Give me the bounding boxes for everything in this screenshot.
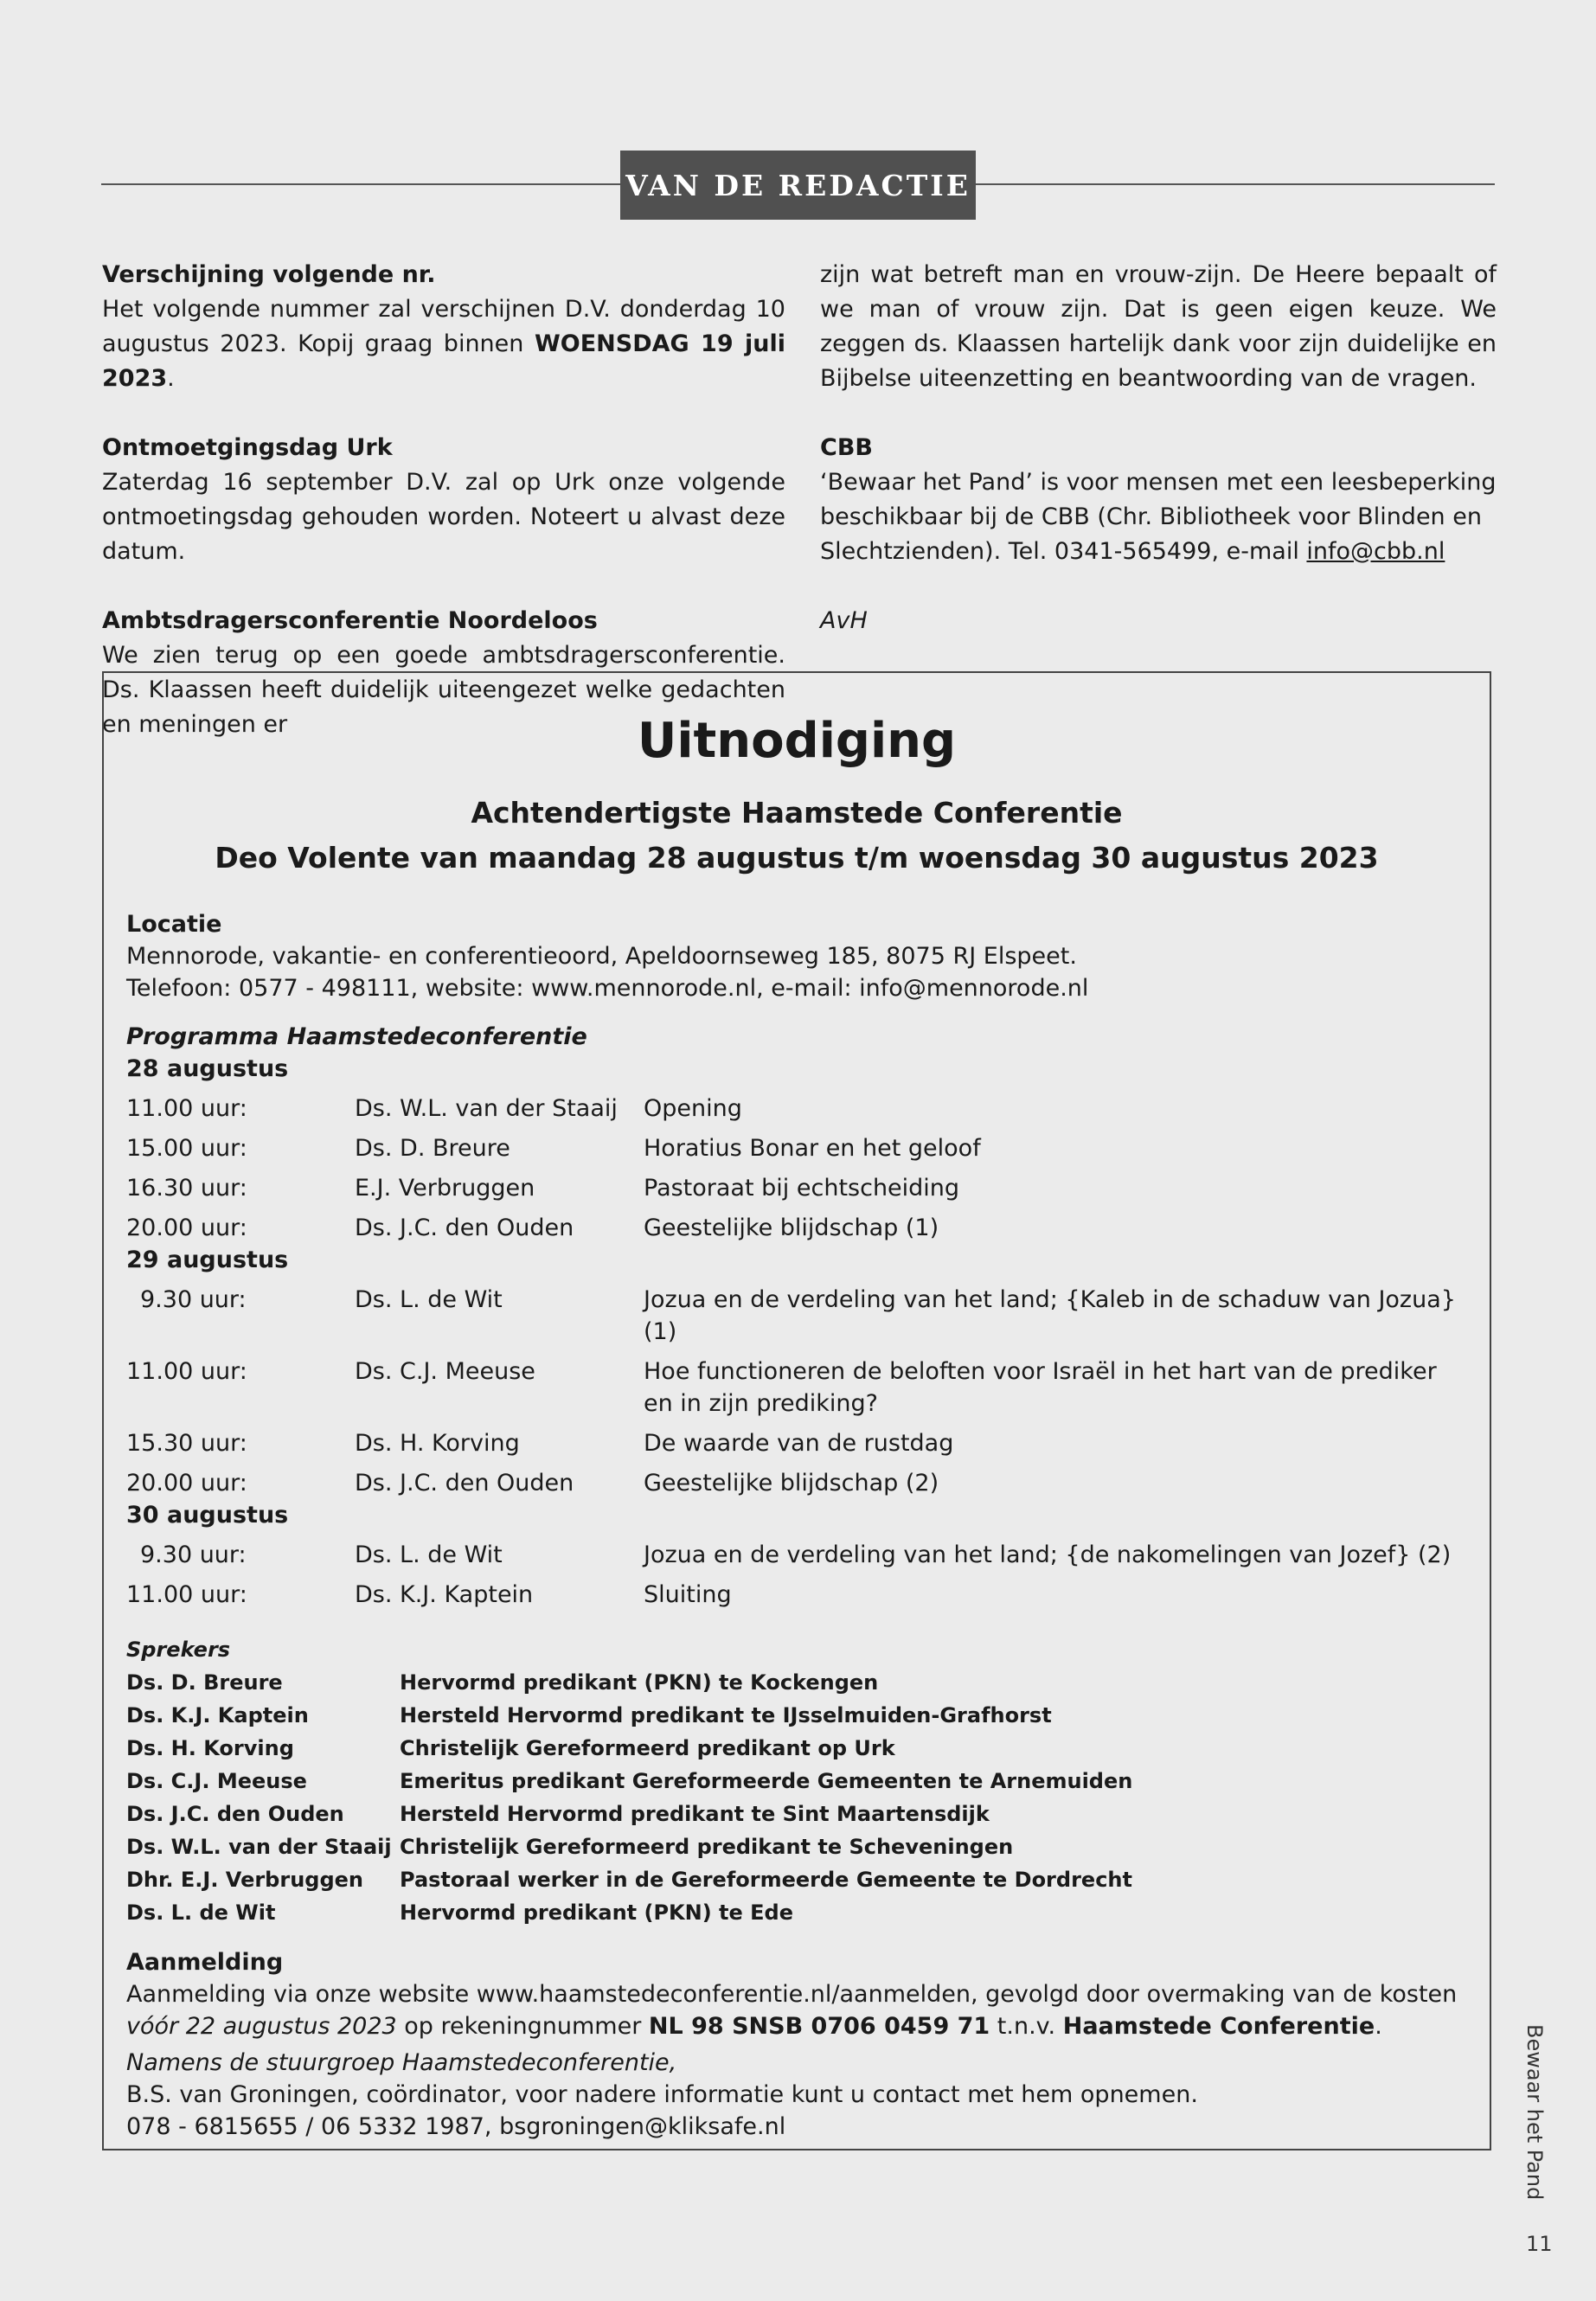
program-row: 15.00 uur: Ds. D. Breure Horatius Bonar en het geloof [126, 1135, 981, 1162]
side-label: Bewaar het Pand [1522, 2024, 1547, 2201]
signature: AvH [820, 607, 868, 634]
page-number: 11 [1526, 2232, 1553, 2256]
speakers-heading: Sprekers [126, 1638, 231, 1662]
location-address: Mennorode, vakantie- en conferentieoord, Apeldoornseweg 185, 8075 RJ Elspeet. [126, 943, 1077, 970]
speaker-row: Dhr. E.J. Verbruggen Pastoraal werker in de Gereformeerde Gemeente te Dordrecht [126, 1868, 1132, 1892]
speaker-row: Ds. C.J. Meeuse Emeritus predikant Gereformeerde Gemeenten te Arnemuiden [126, 1769, 1133, 1793]
program-row: 11.00 uur: Ds. K.J. Kaptein Sluiting [126, 1581, 732, 1608]
speaker-row: Ds. K.J. Kaptein Hersteld Hervormd predikant te IJsselmuiden-Grafhorst [126, 1703, 1052, 1727]
speaker-row: Ds. L. de Wit Hervormd predikant (PKN) te Ede [126, 1900, 794, 1925]
program-row: 16.30 uur: E.J. Verbruggen Pastoraat bij echtscheiding [126, 1175, 960, 1202]
invitation-box [102, 671, 1491, 2150]
section-heading: Ontmoetgingsdag Urk [102, 434, 393, 461]
closing-block [126, 2047, 1467, 2143]
speaker-row: Ds. W.L. van der Staaij Christelijk Gereformeerd predikant te Scheveningen [126, 1835, 1014, 1859]
speaker-row: Ds. H. Korving Christelijk Gereformeerd predikant op Urk [126, 1736, 895, 1760]
speaker-row: Ds. D. Breure Hervormd predikant (PKN) te Kockengen [126, 1670, 879, 1695]
section-heading: CBB [820, 434, 873, 461]
cbb-email-link[interactable]: info@cbb.nl [1306, 538, 1445, 565]
column-left [102, 258, 785, 742]
program-day: 30 augustus [126, 1502, 289, 1529]
section-text: We zien terug op een goede ambtsdragersconferentie. Ds. Klaassen heeft duidelijk uiteengezet welke gedachten en meningen er [102, 642, 785, 738]
program-title: Programma Haamstedeconferentie [126, 1023, 587, 1050]
invitation-subtitle: Achtendertigste Haamstede Conferentie [471, 796, 1123, 830]
program-row: 15.30 uur: Ds. H. Korving De waarde van de rustdag [126, 1430, 954, 1457]
speaker-row: Ds. J.C. den Ouden Hersteld Hervormd predikant te Sint Maartensdijk [126, 1802, 990, 1826]
closing-coordinator: B.S. van Groningen, coördinator, voor nadere informatie kunt u contact met hem opnemen. [126, 2081, 1198, 2108]
header-rule-right [976, 183, 1495, 185]
program-row: 9.30 uur: Ds. L. de Wit Jozua en de verdeling van het land; {de nakomelingen van Jozef} (2) [140, 1541, 1452, 1568]
program-row: 20.00 uur: Ds. J.C. den Ouden Geestelijke blijdschap (1) [126, 1215, 939, 1241]
program-row: 11.00 uur: Ds. W.L. van der Staaij Opening [126, 1095, 742, 1122]
registration-account: vóór 22 augustus 2023 op rekeningnummer NL 98 SNSB 0706 0459 71 t.n.v. Haamstede Conferentie. [126, 2013, 1382, 2040]
program-day: 29 augustus [126, 1247, 289, 1273]
closing-sender: Namens de stuurgroep Haamstedeconferentie, [126, 2049, 677, 2076]
section-text: ‘Bewaar het Pand’ is voor mensen met een leesbeperking beschikbaar bij de CBB (Chr. Bibliotheek voor Blinden en Slechtzienden). Tel. 0341-565499, e-mail info@cbb.nl [820, 469, 1497, 565]
program-row: 11.00 uur: Ds. C.J. Meeuse Hoe functioneren de beloften voor Israël in het hart van de prediker en in zijn prediking? [126, 1358, 1437, 1417]
page [0, 22, 1596, 2279]
section-text: zijn wat betreft man en vrouw-zijn. De Heere bepaalt of we man of vrouw zijn. Dat is geen eigen keuze. We zeggen ds. Klaassen hartelijk dank voor zijn duidelijke en Bijbelse uiteenzetting en beantwoording van de vragen. [820, 261, 1497, 392]
section-heading: Verschijning volgende nr. [102, 261, 436, 288]
section-header [620, 151, 976, 220]
section-text: Zaterdag 16 september D.V. zal op Urk onze volgende ontmoetingsdag gehouden worden. Noteert u alvast deze datum. [102, 469, 785, 565]
invitation-dates: Deo Volente van maandag 28 augustus t/m woensdag 30 augustus 2023 [215, 841, 1379, 875]
program-block [126, 1021, 1467, 1611]
program-day: 28 augustus [126, 1055, 289, 1082]
registration-text: Aanmelding via onze website www.haamstedeconferentie.nl/aanmelden, gevolgd door overmaking van de kosten [126, 1981, 1458, 2008]
program-row: 20.00 uur: Ds. J.C. den Ouden Geestelijke blijdschap (2) [126, 1470, 939, 1497]
registration-heading: Aanmelding [126, 1949, 284, 1976]
header-rule-left [101, 183, 620, 185]
invitation-title: Uitnodiging [637, 713, 957, 769]
section-heading: Ambtsdragersconferentie Noordeloos [102, 607, 598, 634]
program-row: 9.30 uur: Ds. L. de Wit Jozua en de verdeling van het land; {Kaleb in de schaduw van Jozua} (1) [140, 1286, 1456, 1345]
column-right [820, 258, 1497, 638]
registration-block [126, 1946, 1467, 2042]
section-text: Het volgende nummer zal verschijnen D.V. donderdag 10 augustus 2023. Kopij graag binnen WOENSDAG 19 juli 2023. [102, 296, 785, 392]
location-heading: Locatie [126, 911, 222, 938]
section-header-title: VAN DE REDACTIE [625, 168, 971, 202]
location-contact: Telefoon: 0577 - 498111, website: www.mennorode.nl, e-mail: info@mennorode.nl [126, 975, 1089, 1002]
closing-contact: 078 - 6815655 / 06 5332 1987, bsgroningen@kliksafe.nl [126, 2113, 786, 2140]
location-block [126, 908, 1467, 1004]
speakers-list [126, 1633, 1467, 1929]
